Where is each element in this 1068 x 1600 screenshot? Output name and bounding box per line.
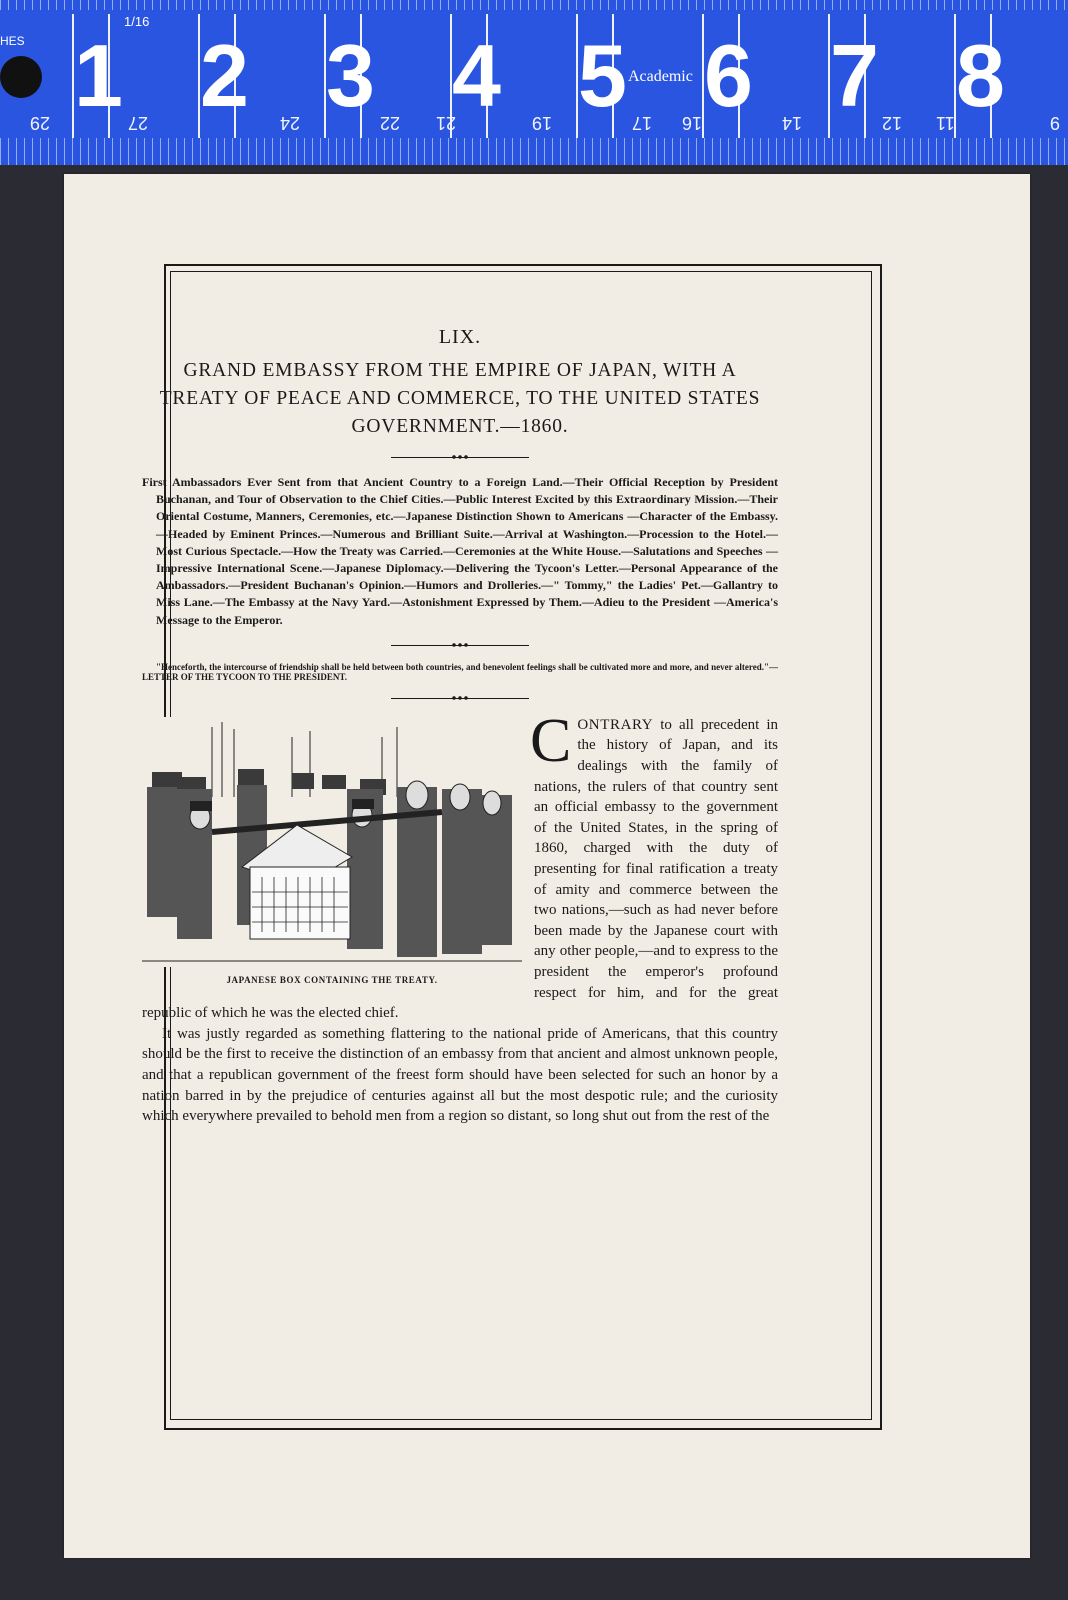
- ruler-cm-mark: 24: [280, 113, 301, 133]
- ruler-cm-mark: 11: [936, 113, 955, 133]
- ruler-cm-mark: 19: [532, 113, 553, 133]
- engraving-illustration: [142, 717, 522, 967]
- ruler-brand: Academic: [628, 68, 693, 85]
- rule-ornament: [451, 454, 469, 460]
- paragraph-text: to all precedent in the history of Japan, and its dealings with the family of nations, the rulers of that country sent an official embassy to the government of the United States, in the spring of 1860, charged with the duty of presenting for final ratification a treaty of amity and commerce between the two nations,—such as had never before been made by the Japanese court with any other people,—and to express to the president the emperor's profound respect for him, and for the great republic of which he was the elected chief.: [142, 716, 778, 1022]
- measuring-ruler: [0, 0, 1068, 165]
- ruler-cm-mark: 29: [30, 113, 51, 133]
- ruler-cm-mark: 21: [436, 113, 457, 133]
- page-content: [142, 326, 778, 1127]
- ruler-inch-mark: 7: [828, 14, 866, 138]
- ruler-inch-mark: 3: [324, 14, 362, 138]
- ruler-inch-mark: 6: [702, 14, 740, 138]
- epigraph: "Henceforth, the intercourse of friendship shall be held between both countries, and benevolent feelings shall be cultivated more and more, and never altered."—LETTER OF THE TYCOON TO THE PRESIDENT.: [142, 661, 778, 682]
- ruler-top-ticks: [0, 0, 1068, 10]
- ruler-inch-mark: 8: [954, 14, 992, 138]
- ruler-cm-mark: 12: [882, 113, 903, 133]
- engraving-figure: [142, 717, 522, 985]
- drop-cap: C: [530, 706, 572, 775]
- ruler-cm-mark: 22: [380, 113, 401, 133]
- ruler-unit-label: HES: [0, 34, 25, 48]
- rule-ornament: [451, 642, 469, 648]
- ruler-inch-mark: 1: [72, 14, 110, 138]
- ruler-cm-mark: 17: [632, 113, 653, 133]
- ruler-inch-mark: 2: [198, 14, 236, 138]
- ruler-inch-mark: 5: [576, 14, 614, 138]
- ruler-hole: [0, 56, 42, 98]
- ruler-inch-mark: 4: [450, 14, 488, 138]
- body-paragraph: It was justly regarded as something flattering to the national pride of Americans, that this country should be the first to receive the distinction of an embassy from that ancient and almost unknown people, and that a republican government of the freest form should have been selected for such an honor by a nation barred in by the prejudice of centuries against all but the most despotic rule; and the curiosity which everywhere prevailed to behold men from a region so distant, so long shut out from the rest of the: [142, 1025, 778, 1125]
- ornamental-rule: [391, 645, 529, 646]
- ruler-cm-mark: 16: [682, 113, 703, 133]
- ornamental-rule: [391, 457, 529, 458]
- chapter-title: GRAND EMBASSY FROM THE EMPIRE OF JAPAN, WITH A TREATY OF PEACE AND COMMERCE, TO THE UNITED STATES GOVERNMENT.—1860.: [159, 360, 761, 437]
- ruler-cm-mark: 9: [1050, 113, 1061, 133]
- figure-caption: JAPANESE BOX CONTAINING THE TREATY.: [226, 974, 438, 985]
- lead-word: ONTRARY: [577, 716, 654, 733]
- ornamental-rule: [391, 698, 529, 699]
- ruler-cm-mark: 27: [128, 113, 149, 133]
- ruler-bottom-ticks: [0, 138, 1068, 165]
- chapter-number: LIX.: [438, 326, 482, 348]
- chapter-summary: First Ambassadors Ever Sent from that Ancient Country to a Foreign Land.—Their Official Reception by President Buchanan, and Tour of Observation to the Chief Cities.—Public Interest Excited by this Extraordinary Mission.—Their Oriental Costume, Manners, Ceremonies, etc.—Japanese Distinction Shown to Americans —Character of the Embassy.—Headed by Eminent Princes.—Numerous and Brilliant Suite.—Arrival at Washington.—Procession to the Hotel.—Most Curious Spectacle.—How the Treaty was Carried.—Ceremonies at the White House.—Salutations and Speeches —Impressive International Scene.—Japanese Diplomacy.—Delivering the Tycoon's Letter.—Personal Appearance of the Ambassadors.—President Buchanan's Opinion.—Humors and Drolleries.—" Tommy," the Ladies' Pet.—Gallantry to Miss Lane.—The Embassy at the Navy Yard.—Astonishment Expressed by Them.—Adieu to the President —America's Message to the Emperor.: [142, 475, 778, 627]
- ruler-fraction-label: 1/16: [124, 14, 150, 29]
- body-text-area: [142, 706, 778, 1127]
- ruler-cm-mark: 14: [782, 113, 803, 133]
- rule-ornament: [451, 695, 469, 701]
